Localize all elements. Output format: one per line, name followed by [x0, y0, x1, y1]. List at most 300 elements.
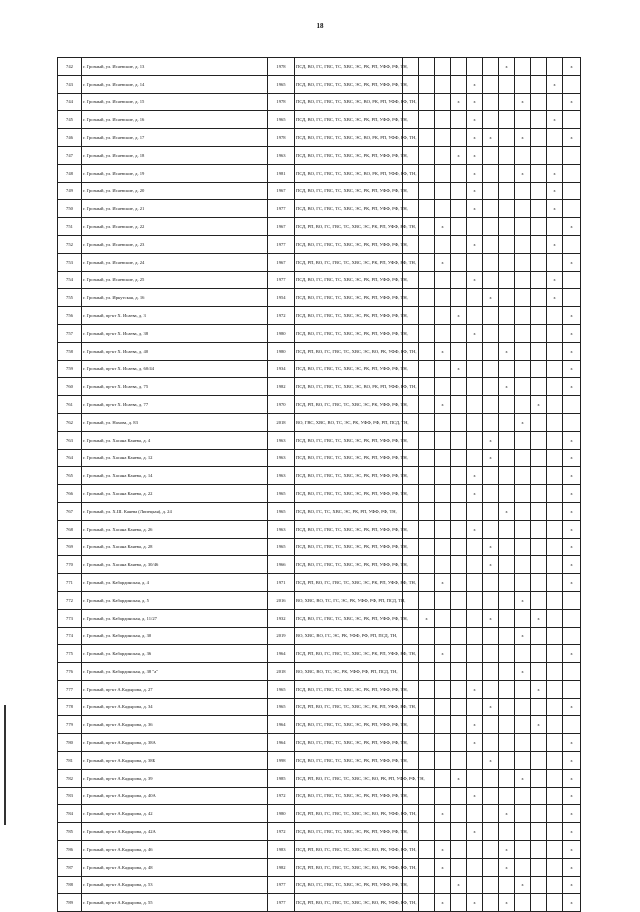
row-mark: [419, 698, 435, 716]
row-mark: [499, 591, 515, 609]
row-mark: [547, 805, 563, 823]
row-mark: [483, 769, 499, 787]
row-mark: x: [563, 645, 581, 663]
row-number: 771: [58, 574, 82, 592]
row-mark: x: [467, 485, 483, 503]
table-row: [58, 538, 581, 556]
row-mark: [419, 485, 435, 503]
row-mark: [531, 734, 547, 752]
row-mark: [435, 449, 451, 467]
row-mark: x: [563, 574, 581, 592]
row-mark: x: [435, 396, 451, 414]
row-mark: [419, 787, 435, 805]
row-number: 787: [58, 858, 82, 876]
row-mark: [563, 164, 581, 182]
table-row: [58, 556, 581, 574]
row-mark: x: [563, 752, 581, 770]
row-mark: [451, 271, 467, 289]
row-mark: [531, 129, 547, 147]
row-number: 778: [58, 698, 82, 716]
table-row: [58, 716, 581, 734]
row-mark: [435, 93, 451, 111]
row-mark: [483, 591, 499, 609]
row-mark: [531, 574, 547, 592]
row-systems: ПСД, ВО, ГС, ГВС, ТС, ХВС, ЭС, РК, РП, УФФ, РФ, ТН,: [295, 787, 403, 805]
row-mark: [499, 520, 515, 538]
row-mark: [515, 858, 531, 876]
row-mark: [483, 734, 499, 752]
row-systems: ВО, ХВС, ВО, ТС, ЭС, РК, УФФ, РФ, РП, ПСД, ТН,: [295, 663, 403, 681]
row-mark: [563, 396, 581, 414]
row-mark: x: [563, 485, 581, 503]
row-year: 2018: [268, 663, 295, 681]
row-systems: ПСД, ВО, ГС, ГВС, ТС, ХВС, ЭС, РК, РП, УФФ, РФ, ТН,: [295, 182, 403, 200]
row-mark: [531, 271, 547, 289]
row-mark: [467, 609, 483, 627]
row-address: г. Грозный, ул. Исаевские, д. 14: [82, 75, 268, 93]
row-systems: ПСД, ВО, ГС, ГВС, ТС, ХВС, ЭС, ВО, РК, РП, УФФ, РФ, ТН,: [295, 93, 403, 111]
row-mark: x: [563, 858, 581, 876]
row-mark: x: [499, 502, 515, 520]
row-mark: [547, 93, 563, 111]
row-mark: [435, 627, 451, 645]
row-mark: [451, 431, 467, 449]
row-mark: [467, 574, 483, 592]
row-year: 1971: [268, 574, 295, 592]
row-number: 754: [58, 271, 82, 289]
row-mark: [451, 609, 467, 627]
row-mark: [419, 734, 435, 752]
row-mark: [451, 556, 467, 574]
row-mark: [419, 396, 435, 414]
row-mark: [435, 520, 451, 538]
row-mark: x: [563, 769, 581, 787]
row-mark: [435, 413, 451, 431]
row-mark: [499, 129, 515, 147]
row-systems: ПСД, ВО, ГС, ГВС, ТС, ХВС, ЭС, РК, РП, УФФ, РФ, ТН,: [295, 289, 403, 307]
row-mark: [419, 894, 435, 912]
row-year: 1978: [268, 129, 295, 147]
row-number: 745: [58, 111, 82, 129]
row-mark: x: [563, 307, 581, 325]
row-mark: x: [563, 58, 581, 76]
row-mark: [547, 129, 563, 147]
row-mark: x: [547, 235, 563, 253]
row-mark: [435, 129, 451, 147]
row-mark: [451, 823, 467, 841]
row-mark: [515, 485, 531, 503]
row-mark: [419, 502, 435, 520]
row-mark: [419, 129, 435, 147]
row-mark: x: [483, 752, 499, 770]
row-year: 1982: [268, 858, 295, 876]
row-mark: [499, 396, 515, 414]
row-mark: x: [531, 609, 547, 627]
row-mark: [547, 324, 563, 342]
row-mark: [499, 876, 515, 894]
row-mark: [499, 289, 515, 307]
row-mark: [515, 182, 531, 200]
table-row: [58, 235, 581, 253]
row-mark: [467, 627, 483, 645]
row-number: 766: [58, 485, 82, 503]
row-systems: ПСД, ВО, ГС, ГВС, ТС, ХВС, ЭС, РК, РП, УФФ, РФ, ТН,: [295, 823, 403, 841]
row-number: 772: [58, 591, 82, 609]
row-year: 1963: [268, 449, 295, 467]
row-mark: [547, 520, 563, 538]
row-mark: [419, 413, 435, 431]
table-row: [58, 289, 581, 307]
row-mark: [547, 502, 563, 520]
row-mark: [531, 182, 547, 200]
row-mark: [531, 538, 547, 556]
row-year: 2018: [268, 413, 295, 431]
row-mark: [499, 680, 515, 698]
row-mark: [419, 627, 435, 645]
row-mark: x: [467, 75, 483, 93]
row-mark: [483, 271, 499, 289]
row-mark: x: [467, 164, 483, 182]
row-mark: [531, 58, 547, 76]
row-mark: x: [483, 129, 499, 147]
row-address: г. Грозный, пр-кт А.Кадырова, д. 46: [82, 841, 268, 859]
row-mark: x: [467, 894, 483, 912]
row-mark: x: [499, 841, 515, 859]
row-mark: x: [467, 324, 483, 342]
row-mark: [483, 467, 499, 485]
row-number: 746: [58, 129, 82, 147]
row-mark: [451, 182, 467, 200]
row-mark: [531, 520, 547, 538]
row-address: г. Грозный, ул. Х.Ш. Каяева (Липецкая), д. 24: [82, 502, 268, 520]
row-mark: [531, 627, 547, 645]
row-mark: [483, 324, 499, 342]
row-address: г. Грозный, пр-кт А.Кадырова, д. 42: [82, 805, 268, 823]
row-mark: x: [483, 289, 499, 307]
row-mark: [531, 663, 547, 681]
row-mark: [563, 146, 581, 164]
row-year: 1964: [268, 716, 295, 734]
row-address: г. Грозный, пр-кт Х. Исаева, д. 40: [82, 342, 268, 360]
row-mark: x: [451, 146, 467, 164]
row-mark: [531, 449, 547, 467]
row-mark: x: [467, 182, 483, 200]
row-year: 1980: [268, 805, 295, 823]
row-mark: [451, 449, 467, 467]
row-mark: x: [563, 698, 581, 716]
row-systems: ПСД, ВО, ГС, ГВС, ТС, ХВС, ЭС, РК, РП, УФФ, РФ, ТН,: [295, 876, 403, 894]
row-mark: [547, 841, 563, 859]
row-mark: [499, 609, 515, 627]
row-mark: x: [563, 556, 581, 574]
row-mark: x: [563, 823, 581, 841]
table-row: [58, 200, 581, 218]
row-mark: [531, 253, 547, 271]
row-mark: [531, 164, 547, 182]
row-mark: [435, 591, 451, 609]
row-number: 755: [58, 289, 82, 307]
table-row: [58, 378, 581, 396]
row-mark: [563, 591, 581, 609]
row-mark: [483, 663, 499, 681]
row-mark: [531, 502, 547, 520]
row-mark: [547, 449, 563, 467]
row-mark: [467, 591, 483, 609]
row-mark: [563, 680, 581, 698]
row-address: г. Грозный, ул. Кабардинская, д. 38 "а": [82, 663, 268, 681]
row-mark: [451, 129, 467, 147]
row-mark: [563, 627, 581, 645]
row-mark: [515, 823, 531, 841]
table-row: [58, 218, 581, 236]
table-row: [58, 271, 581, 289]
row-mark: x: [451, 307, 467, 325]
row-mark: [435, 787, 451, 805]
row-mark: x: [547, 111, 563, 129]
row-year: 1980: [268, 324, 295, 342]
row-number: 763: [58, 431, 82, 449]
row-year: 1970: [268, 396, 295, 414]
row-mark: [515, 609, 531, 627]
row-mark: x: [563, 324, 581, 342]
row-mark: [499, 324, 515, 342]
row-mark: [419, 218, 435, 236]
row-mark: x: [563, 218, 581, 236]
row-mark: [515, 235, 531, 253]
row-number: 781: [58, 752, 82, 770]
row-year: 1998: [268, 752, 295, 770]
row-year: 1932: [268, 609, 295, 627]
row-address: г. Грозный, пр-кт А.Кадырова, д. 42А: [82, 823, 268, 841]
row-mark: x: [435, 645, 451, 663]
row-mark: [515, 805, 531, 823]
row-mark: [531, 894, 547, 912]
table-row: [58, 823, 581, 841]
row-mark: [483, 164, 499, 182]
row-mark: x: [435, 894, 451, 912]
row-mark: [531, 645, 547, 663]
row-mark: [483, 627, 499, 645]
row-number: 751: [58, 218, 82, 236]
row-mark: [483, 485, 499, 503]
row-mark: [451, 663, 467, 681]
row-mark: [451, 396, 467, 414]
row-mark: [531, 200, 547, 218]
row-mark: x: [467, 271, 483, 289]
row-address: г. Грозный, ул. Кабардинская, д. 5: [82, 591, 268, 609]
row-mark: [435, 111, 451, 129]
table-row: [58, 591, 581, 609]
row-mark: [451, 413, 467, 431]
row-mark: [419, 58, 435, 76]
row-mark: [547, 698, 563, 716]
row-mark: [563, 111, 581, 129]
row-mark: x: [563, 93, 581, 111]
row-mark: [547, 307, 563, 325]
row-mark: [547, 378, 563, 396]
row-year: 1965: [268, 111, 295, 129]
row-year: 1965: [268, 485, 295, 503]
row-mark: [515, 716, 531, 734]
row-systems: ПСД, ВО, ГС, ГВС, ТС, ХВС, ЭС, РК, РП, УФФ, РФ, ТН,: [295, 235, 403, 253]
row-mark: [499, 627, 515, 645]
row-mark: [451, 538, 467, 556]
row-year: 1977: [268, 271, 295, 289]
row-mark: [483, 787, 499, 805]
row-mark: [467, 289, 483, 307]
row-year: 1977: [268, 876, 295, 894]
row-mark: [435, 698, 451, 716]
row-year: 1985: [268, 769, 295, 787]
row-mark: [483, 645, 499, 663]
row-systems: ПСД, ВО, ГС, ГВС, ТС, ХВС, ЭС, РК, РП, УФФ, РФ, ТН,: [295, 467, 403, 485]
row-mark: [483, 502, 499, 520]
row-mark: [483, 894, 499, 912]
row-address: г. Грозный, ул. Исаевские, д. 19: [82, 164, 268, 182]
row-mark: [451, 805, 467, 823]
row-mark: [547, 556, 563, 574]
row-mark: [451, 253, 467, 271]
row-year: 1977: [268, 200, 295, 218]
row-mark: [419, 289, 435, 307]
row-mark: [531, 823, 547, 841]
row-mark: [499, 787, 515, 805]
table-row: [58, 449, 581, 467]
row-mark: [483, 342, 499, 360]
row-mark: x: [547, 271, 563, 289]
row-mark: [435, 663, 451, 681]
row-mark: [467, 342, 483, 360]
row-mark: [419, 823, 435, 841]
row-mark: [451, 485, 467, 503]
row-mark: x: [531, 716, 547, 734]
row-number: 768: [58, 520, 82, 538]
row-mark: x: [435, 218, 451, 236]
row-mark: [531, 111, 547, 129]
row-mark: [419, 378, 435, 396]
row-mark: x: [499, 894, 515, 912]
table-row: [58, 253, 581, 271]
row-mark: [531, 324, 547, 342]
row-systems: ПСД, РП, ВО, ГС, ГВС, ТС, ХВС, ЭС, ВО, РК, УФФ, РФ, ТН,: [295, 841, 403, 859]
row-number: 750: [58, 200, 82, 218]
row-mark: [483, 58, 499, 76]
row-mark: [419, 360, 435, 378]
row-mark: [515, 342, 531, 360]
row-mark: [515, 360, 531, 378]
row-mark: [403, 502, 419, 520]
row-mark: [547, 538, 563, 556]
row-number: 782: [58, 769, 82, 787]
row-mark: [515, 734, 531, 752]
row-mark: [451, 591, 467, 609]
row-address: г. Грозный, пр-кт А.Кадырова, д. 34: [82, 698, 268, 716]
row-mark: [483, 378, 499, 396]
row-mark: [483, 841, 499, 859]
row-mark: [515, 680, 531, 698]
row-mark: [499, 307, 515, 325]
row-mark: [547, 146, 563, 164]
row-mark: [499, 235, 515, 253]
row-mark: [451, 574, 467, 592]
row-mark: [483, 716, 499, 734]
row-mark: x: [515, 93, 531, 111]
row-mark: x: [467, 823, 483, 841]
row-mark: [515, 396, 531, 414]
row-mark: [435, 324, 451, 342]
row-mark: [547, 591, 563, 609]
row-year: 1977: [268, 894, 295, 912]
table-row: [58, 75, 581, 93]
row-systems: ПСД, ВО, ГС, ТС, ХВС, ЭС, РК, РП, УФФ, РФ, ТН,: [295, 502, 403, 520]
row-mark: [547, 680, 563, 698]
row-address: г. Грозный, ул. Хасана Каяева, д. 4: [82, 431, 268, 449]
row-mark: x: [563, 467, 581, 485]
row-mark: x: [467, 235, 483, 253]
row-mark: [419, 200, 435, 218]
row-systems: ПСД, РП, ВО, ГС, ГВС, ТС, ХВС, ЭС, РК, РП, УФФ, РФ, ТН,: [295, 253, 403, 271]
row-mark: [531, 289, 547, 307]
row-mark: [435, 164, 451, 182]
row-mark: [547, 342, 563, 360]
row-mark: [419, 75, 435, 93]
row-year: 1963: [268, 146, 295, 164]
row-mark: [435, 538, 451, 556]
row-number: 775: [58, 645, 82, 663]
row-mark: x: [467, 680, 483, 698]
row-number: 759: [58, 360, 82, 378]
row-mark: x: [563, 253, 581, 271]
table-row: [58, 502, 581, 520]
row-mark: [419, 520, 435, 538]
row-mark: x: [467, 787, 483, 805]
page-number: 18: [316, 22, 324, 30]
row-mark: x: [563, 734, 581, 752]
row-mark: [467, 645, 483, 663]
row-mark: [435, 609, 451, 627]
row-mark: x: [563, 876, 581, 894]
row-number: 743: [58, 75, 82, 93]
row-mark: x: [499, 805, 515, 823]
row-mark: [419, 538, 435, 556]
row-mark: [451, 894, 467, 912]
row-address: г. Грозный, пр-кт А.Кадырова, д. 27: [82, 680, 268, 698]
row-systems: ВО, ХВС, ВО, ТС, ГС, ЭС, РК, УФФ, РФ, РП, ПСД, ТН,: [295, 591, 403, 609]
row-mark: x: [515, 129, 531, 147]
row-systems: ПСД, ВО, ГС, ГВС, ТС, ХВС, ЭС, РК, РП, УФФ, РФ, ТН,: [295, 680, 403, 698]
row-mark: [483, 876, 499, 894]
row-address: г. Грозный, пр-кт Х. Исаева, д. 3: [82, 307, 268, 325]
row-mark: [515, 556, 531, 574]
row-mark: x: [547, 289, 563, 307]
row-mark: [515, 841, 531, 859]
row-year: 1965: [268, 698, 295, 716]
row-mark: [467, 413, 483, 431]
row-mark: [451, 111, 467, 129]
row-mark: [451, 289, 467, 307]
row-mark: [451, 502, 467, 520]
row-mark: [435, 467, 451, 485]
row-mark: [435, 378, 451, 396]
row-mark: x: [419, 609, 435, 627]
row-mark: [547, 574, 563, 592]
row-mark: [451, 645, 467, 663]
row-mark: [419, 253, 435, 271]
row-address: г. Грозный, ул. Исаевские, д. 17: [82, 129, 268, 147]
row-mark: [515, 271, 531, 289]
row-address: г. Грозный, пр-кт Х. Исаева, д. 77: [82, 396, 268, 414]
row-mark: [531, 841, 547, 859]
